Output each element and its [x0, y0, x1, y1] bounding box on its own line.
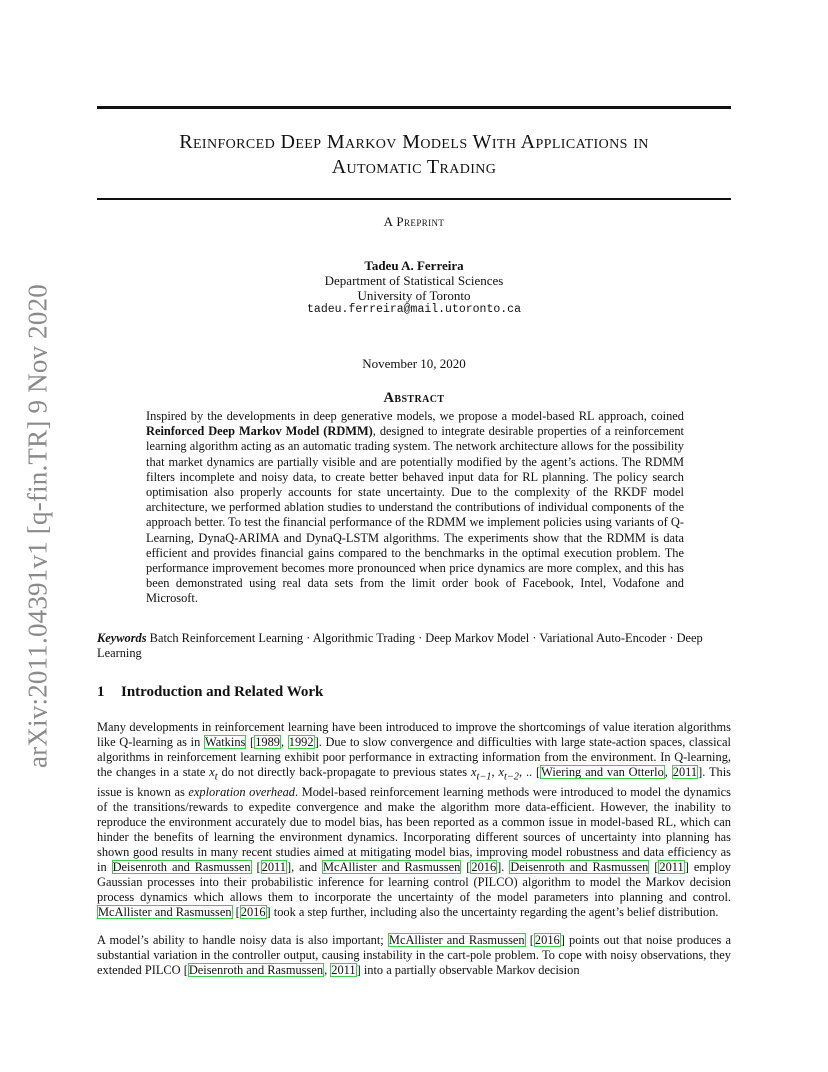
citation-link[interactable]: 2016 [534, 933, 560, 947]
citation-link[interactable]: Deisenroth and Rasmussen [510, 860, 649, 875]
math-variable: x [470, 764, 477, 779]
para-text: ]. Due to slow convergence and difficulties with large state-action spaces, classical algorithms in reinforcement learning exhibit poor performance in extracting information from the environment. In Q-learning, the changes in a state [97, 734, 732, 779]
title-line-2: Automatic Trading [331, 156, 497, 178]
para-text: , [491, 764, 499, 779]
citation-link[interactable]: Deisenroth and Rasmussen [112, 860, 251, 875]
para-text: ] into a partially observable Markov decision [356, 962, 580, 977]
para-text: [ [232, 904, 240, 919]
keywords-label: Keywords [97, 631, 147, 645]
math-subscript: t [214, 771, 218, 783]
author-email: tadeu.ferreira@mail.utoronto.ca [307, 303, 521, 316]
para-text: . Model-based reinforcement learning methods were introduced to model the dynamics of the transitions/rewards to expedite convergence and make the algorithm more data-efficient. However, the inability to reproduce the environment accurately due to model bias, has been reported as a common issue in model-based RL, which can hinder the benefits of learning the environment dynamics. Incorporating different sources of uncertainty into planning has shown good results in many recent studies aimed at mitigating model bias, improving model robustness and data efficiency as in [97, 785, 731, 875]
intro-paragraph-1 [97, 720, 731, 920]
para-text: [ [525, 933, 534, 947]
section-heading [97, 684, 323, 701]
preprint-label: A Preprint [383, 214, 445, 229]
para-text: , .. [ [518, 764, 541, 779]
keywords [97, 631, 731, 661]
para-text: ] took a step further, including also the uncertainty regarding the agent’s belief distribution. [266, 904, 719, 919]
para-text: , [664, 764, 672, 779]
abstract-model-name: Reinforced Deep Markov Model (RDMM) [146, 424, 373, 439]
paper-date: November 10, 2020 [362, 356, 466, 371]
para-text: [ [251, 860, 261, 875]
intro-paragraph-2 [97, 933, 731, 978]
citation-link[interactable]: 2016 [240, 904, 266, 919]
para-text: [ [461, 860, 471, 875]
author-university: University of Toronto [357, 288, 471, 303]
para-text: ] employ Gaussian processes into their probabilistic inference for learning control (PILCO) algorithm to model the Markov decision process dynamics which allows them to incorporate the uncertainty of the model parameters into planning and control. [97, 860, 731, 904]
para-text: ] points out that noise produces a substantial variation in the controller output, causing instability in the cart-pole problem. To cope with noisy observations, they extended PILCO [ [97, 933, 731, 977]
title-rule-top [97, 106, 731, 109]
para-text: ]. [497, 860, 510, 875]
citation-link[interactable]: McAllister and Rasmussen [98, 904, 232, 919]
math-variable: x [498, 764, 504, 779]
author-name: Tadeu A. Ferreira [364, 258, 464, 273]
citation-link[interactable]: 2011 [659, 860, 684, 875]
citation-link[interactable]: McAllister and Rasmussen [388, 933, 525, 947]
keywords-list: Batch Reinforcement Learning · Algorithmic Trading · Deep Markov Model · Variational Auto-Encoder · Deep Learning [97, 631, 703, 661]
citation-link[interactable]: Wiering and van Otterlo [541, 764, 664, 779]
citation-link[interactable]: 1992 [288, 734, 314, 749]
abstract-heading: Abstract [383, 390, 445, 406]
para-text: Many developments in reinforcement learning have been introduced to improve the shortcomings of value iteration algorithms like Q-learning as in [97, 720, 731, 749]
para-text: ]. This issue is known as [97, 764, 731, 800]
para-text: , [280, 734, 288, 749]
citation-link[interactable]: 1989 [255, 734, 280, 749]
para-text: do not directly back-propagate to previous states [217, 764, 471, 779]
citation-link[interactable]: 2011 [672, 764, 698, 779]
paper-title [97, 130, 731, 180]
section-number: 1 [97, 684, 105, 700]
para-text: ], and [286, 860, 323, 875]
abstract-text-2: , designed to integrate desirable properties of a reinforcement learning algorithm acting as an automatic trading system. The network architecture allows for the possibility that market dynamics are partially visible and are potentially modified by the agent’s actions. The RDMM filters incomplete and noisy data, to create better behaved input data for RL planning. The policy search optimisation also properly accounts for state uncertainty. Due to the complexity of the RKDF model architecture, we performed ablation studies to understand the contributions of individual components of the approach better. To test the financial performance of the RDMM we implement policies using variants of Q-Learning, DynaQ-ARIMA and DynaQ-LSTM algorithms. The experiments show that the RDMM is data efficient and provides financial gains compared to the benchmarks in the optimal execution problem. The performance improvement becomes more pronounced when price dynamics are more complex, and this has been demonstrated using real data sets from the limit order book of Facebook, Intel, Vodafone and Microsoft. [146, 424, 684, 606]
para-text: [ [246, 734, 255, 749]
para-text: , [324, 962, 331, 977]
math-subscript: t−1 [476, 771, 492, 783]
title-line-1: Reinforced Deep Markov Models With Applications in [179, 131, 649, 153]
citation-link[interactable]: 2016 [471, 860, 497, 875]
arxiv-identifier-stamp: arXiv:2011.04391v1 [q-fin.TR] 9 Nov 2020 [22, 284, 53, 768]
math-variable: x [209, 764, 215, 779]
abstract-text-1: Inspired by the developments in deep generative models, we propose a model-based RL approach, coined [146, 409, 684, 423]
citation-link[interactable]: 2011 [261, 860, 286, 875]
math-subscript: t−2 [503, 771, 519, 783]
citation-link[interactable]: Watkins [205, 734, 246, 749]
citation-link[interactable]: McAllister and Rasmussen [323, 860, 461, 875]
abstract-body [146, 409, 684, 607]
citation-link[interactable]: 2011 [331, 962, 356, 977]
para-text: A model’s ability to handle noisy data is also important; [97, 933, 388, 947]
citation-link[interactable]: Deisenroth and Rasmussen [188, 962, 324, 977]
section-title: Introduction and Related Work [121, 684, 324, 700]
title-rule-bottom [97, 198, 731, 200]
author-department: Department of Statistical Sciences [324, 273, 504, 288]
para-text: [ [649, 860, 659, 875]
emphasized-term: exploration overhead [188, 785, 296, 800]
